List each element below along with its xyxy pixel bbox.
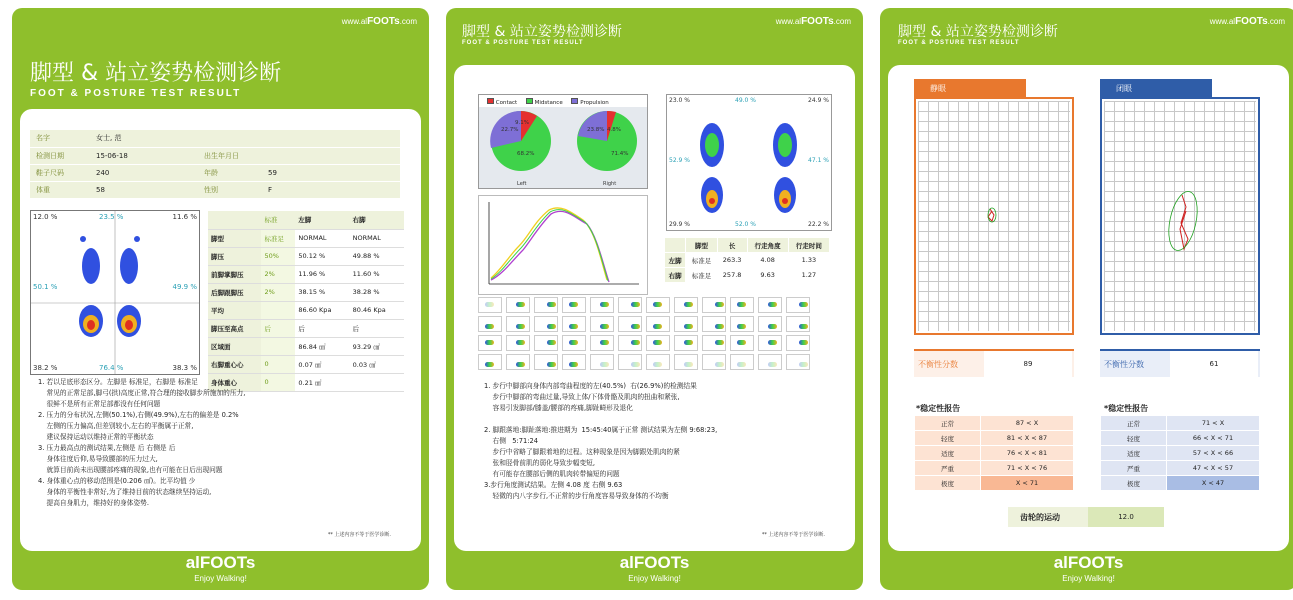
page-content bbox=[454, 65, 855, 551]
stability-report-title: *稳定性报告 bbox=[916, 404, 961, 413]
gait-frame-thumbnail bbox=[562, 316, 586, 332]
gait-frame-thumbnail bbox=[730, 335, 754, 351]
brand-logo: alFOOTs Enjoy Walking! bbox=[185, 553, 256, 583]
gait-frame-thumbnail bbox=[562, 335, 586, 351]
gait-frame-thumbnail bbox=[646, 316, 670, 332]
gait-frame-thumbnail bbox=[786, 335, 810, 351]
gait-frame-thumbnail bbox=[730, 354, 754, 370]
gait-frame-thumbnail bbox=[702, 297, 726, 313]
pressure-map: 12.0 % 23.5 % 11.6 % 50.1 % 49.9 % 38.2 % 76.4 % 38.3 % bbox=[30, 210, 200, 375]
gait-frame-thumbnail bbox=[758, 316, 782, 332]
walking-foot-image bbox=[667, 95, 831, 230]
page-content bbox=[888, 65, 1289, 551]
gait-phase-pies: Contact Midstance Propulsion 9.1% 22.7% 68.2% Left 23.8% 4.8% 71.4% Right bbox=[478, 94, 648, 189]
foot-pressure-image bbox=[31, 211, 199, 374]
gait-frame-thumbnail bbox=[646, 335, 670, 351]
eyes-closed-tab: 闭眼 bbox=[1100, 79, 1212, 97]
gait-frame-thumbnail bbox=[702, 335, 726, 351]
gait-frame-thumbnail bbox=[534, 354, 558, 370]
foot-data-table: 标准 左脚 右脚 脚型 标准足 NORMAL NORMAL 脚压 50% 50.12 % 49.88 % 前脚掌脚压 2% 11.96 % 11.60 % 后脚跟脚压 2% 38.15 % 38.28 % 平均 86.60 Kpa 80.46 Kpa 脚压至高点 后 后 后 区域面 86.84 ㎠ 93.29 ㎠ 右脚重心心 0 0.07 ㎠ 0.03 ㎠ 身体重心 0 0.21 ㎠ bbox=[208, 211, 404, 392]
page-title-cn: 脚型 & 站立姿势检测诊断 bbox=[462, 24, 622, 40]
stability-report-title: *稳定性报告 bbox=[1104, 404, 1149, 413]
force-curve bbox=[479, 196, 647, 294]
report-page-1 bbox=[12, 8, 429, 590]
gait-frame-thumbnail bbox=[618, 316, 642, 332]
website-url[interactable]: www.alFOOTs.com bbox=[341, 16, 417, 27]
disclaimer: ** 上述内容不等于医学诊断. bbox=[761, 532, 825, 538]
gait-frame-thumbnail bbox=[478, 316, 502, 332]
gait-frame-sequence bbox=[478, 297, 822, 373]
gait-frame-thumbnail bbox=[646, 354, 670, 370]
gait-frame-thumbnail bbox=[786, 354, 810, 370]
gait-frame-thumbnail bbox=[758, 354, 782, 370]
gait-frame-thumbnail bbox=[618, 297, 642, 313]
gear-motion-row: 齿轮的运动 12.0 bbox=[1008, 507, 1164, 527]
page-title-cn: 脚型 & 站立姿势检测诊断 bbox=[30, 61, 282, 86]
gait-frame-thumbnail bbox=[478, 354, 502, 370]
website-url[interactable]: www.alFOOTs.com bbox=[1209, 16, 1285, 27]
gait-frame-thumbnail bbox=[506, 316, 530, 332]
gait-frame-thumbnail bbox=[730, 297, 754, 313]
eyes-closed-panel bbox=[1100, 97, 1260, 335]
diagnosis-notes: 1. 若以足底形态区分。左脚是 标准足，右脚是 标准足 常见的正常足部,脚弓(拱)高度正常,符合理的接收脚步所施加的压力, 很鲜不是所有正常足部都没有任何问题 2. 压力的分布状况,左侧(50.1%),右侧(49.9%),左右的偏差是 0.2% 左侧的压力偏高,但差别较小,左右的平衡属于正常, 建议保持运动以维持正常的平衡状态 3. 压力最高点的测试结果,左侧是 后 右侧是 后 身体往度后仰,易导致腰部的压力过大, 就算目前尚未出现腰部疼痛的现象,也有可能在日后出现问题 4. 身体重心点的移动范围是(0.206 ㎠)。比平均值 少 身体的平衡性非常好,为了维持目前的状态继续坚持运动, 提高自身肌力，维持好的身体姿势. bbox=[38, 378, 246, 507]
stability-report-right: 正常 71 < X 轻度 66 < X < 71 适度 57 < X < 66 严重 47 < X < 57 极度 X < 47 bbox=[1100, 415, 1260, 491]
gait-frame-thumbnail bbox=[562, 354, 586, 370]
force-curve-chart bbox=[478, 195, 648, 295]
website-url[interactable]: www.alFOOTs.com bbox=[775, 16, 851, 27]
gait-frame-thumbnail bbox=[478, 335, 502, 351]
eyes-open-score: 不衡性分数 89 bbox=[914, 349, 1074, 377]
contact-swatch bbox=[487, 98, 494, 104]
gait-frame-thumbnail bbox=[702, 354, 726, 370]
gait-frame-thumbnail bbox=[506, 335, 530, 351]
gait-frame-thumbnail bbox=[590, 297, 614, 313]
gait-frame-thumbnail bbox=[534, 297, 558, 313]
brand-logo: alFOOTs Enjoy Walking! bbox=[619, 553, 690, 583]
pie-charts bbox=[479, 107, 647, 188]
disclaimer: ** 上述内容不等于医学诊断. bbox=[327, 532, 391, 538]
page-content bbox=[20, 109, 421, 551]
gait-frame-thumbnail bbox=[534, 316, 558, 332]
patient-info-table: 名字 女士, 范 检测日期 15-06-18 出生年月日 鞋子尺码 240 年龄 59 体重 58 性别 F bbox=[30, 130, 400, 199]
gait-frame-thumbnail bbox=[730, 316, 754, 332]
gait-frame-thumbnail bbox=[674, 297, 698, 313]
gait-frame-thumbnail bbox=[562, 297, 586, 313]
gait-frame-thumbnail bbox=[786, 297, 810, 313]
gait-frame-thumbnail bbox=[618, 335, 642, 351]
page-title-en: FOOT & POSTURE TEST RESULT bbox=[898, 40, 1020, 46]
report-page-3 bbox=[880, 8, 1293, 590]
gait-frame-thumbnail bbox=[786, 316, 810, 332]
gait-frame-thumbnail bbox=[674, 316, 698, 332]
gait-frame-thumbnail bbox=[618, 354, 642, 370]
eyes-closed-score: 不衡性分数 61 bbox=[1100, 349, 1260, 377]
brand-logo: alFOOTs Enjoy Walking! bbox=[1053, 553, 1124, 583]
gait-table: 脚型 长 行走角度 行走时间 左脚 标准足 263.3 4.08 1.33 右脚 标准足 257.8 9.63 1.27 bbox=[664, 237, 830, 283]
midstance-swatch bbox=[526, 98, 533, 104]
gait-frame-thumbnail bbox=[590, 316, 614, 332]
stability-report-left: 正常 87 < X 轻度 81 < X < 87 适度 76 < X < 81 严重 71 < X < 76 极度 X < 71 bbox=[914, 415, 1074, 491]
gait-frame-thumbnail bbox=[674, 354, 698, 370]
eyes-open-panel bbox=[914, 97, 1074, 335]
walking-pressure-map: 23.0 % 49.0 % 24.9 % 52.9 % 47.1 % 29.9 % 52.0 % 22.2 % bbox=[666, 94, 832, 231]
gait-frame-thumbnail bbox=[702, 316, 726, 332]
gait-frame-thumbnail bbox=[590, 354, 614, 370]
gait-frame-thumbnail bbox=[506, 297, 530, 313]
propulsion-swatch bbox=[571, 98, 578, 104]
gait-frame-thumbnail bbox=[758, 335, 782, 351]
page-title-en: FOOT & POSTURE TEST RESULT bbox=[462, 40, 584, 46]
sway-trace bbox=[1102, 99, 1258, 333]
gait-frame-thumbnail bbox=[590, 335, 614, 351]
page-title-en: FOOT & POSTURE TEST RESULT bbox=[30, 88, 242, 99]
gait-frame-thumbnail bbox=[674, 335, 698, 351]
eyes-open-tab: 静眼 bbox=[914, 79, 1026, 97]
report-page-2 bbox=[446, 8, 863, 590]
gait-frame-thumbnail bbox=[478, 297, 502, 313]
gait-frame-thumbnail bbox=[646, 297, 670, 313]
gait-diagnosis-notes: 1. 步行中脚部向身体内部弯曲程度的左(40.5%) 右(26.9%)的检测结果 步行中脚部的弯曲过量,导致上体/下体骨骼及肌肉的扭曲和紧张, 容易引发脚部/膝盖/腰部的疼痛,脚趾畸形及退化 2. 脚跟落地:脚趾落地:推进期为 15:45:40属于正常 测试结果为左侧 9:68:23, 右侧 5:71:24 步行中省略了脚跟着地的过程。这种现象是因为脚跟处肌肉的紧 张和胫骨前肌的弱化导致步幅变短, 有可能存在腰部后侧的肌肉转带偏短的问题 3.步行角度测试结果。左侧 4.08 度 右侧 9.63 轻微的内八字步行,不正常的步行角度容易导致身体的不均衡 bbox=[484, 382, 718, 500]
gait-frame-thumbnail bbox=[758, 297, 782, 313]
sway-trace bbox=[916, 99, 1072, 333]
gait-frame-thumbnail bbox=[506, 354, 530, 370]
page-title-cn: 脚型 & 站立姿势检测诊断 bbox=[898, 24, 1058, 40]
pie-legend: Contact Midstance Propulsion bbox=[487, 98, 609, 106]
gait-frame-thumbnail bbox=[534, 335, 558, 351]
